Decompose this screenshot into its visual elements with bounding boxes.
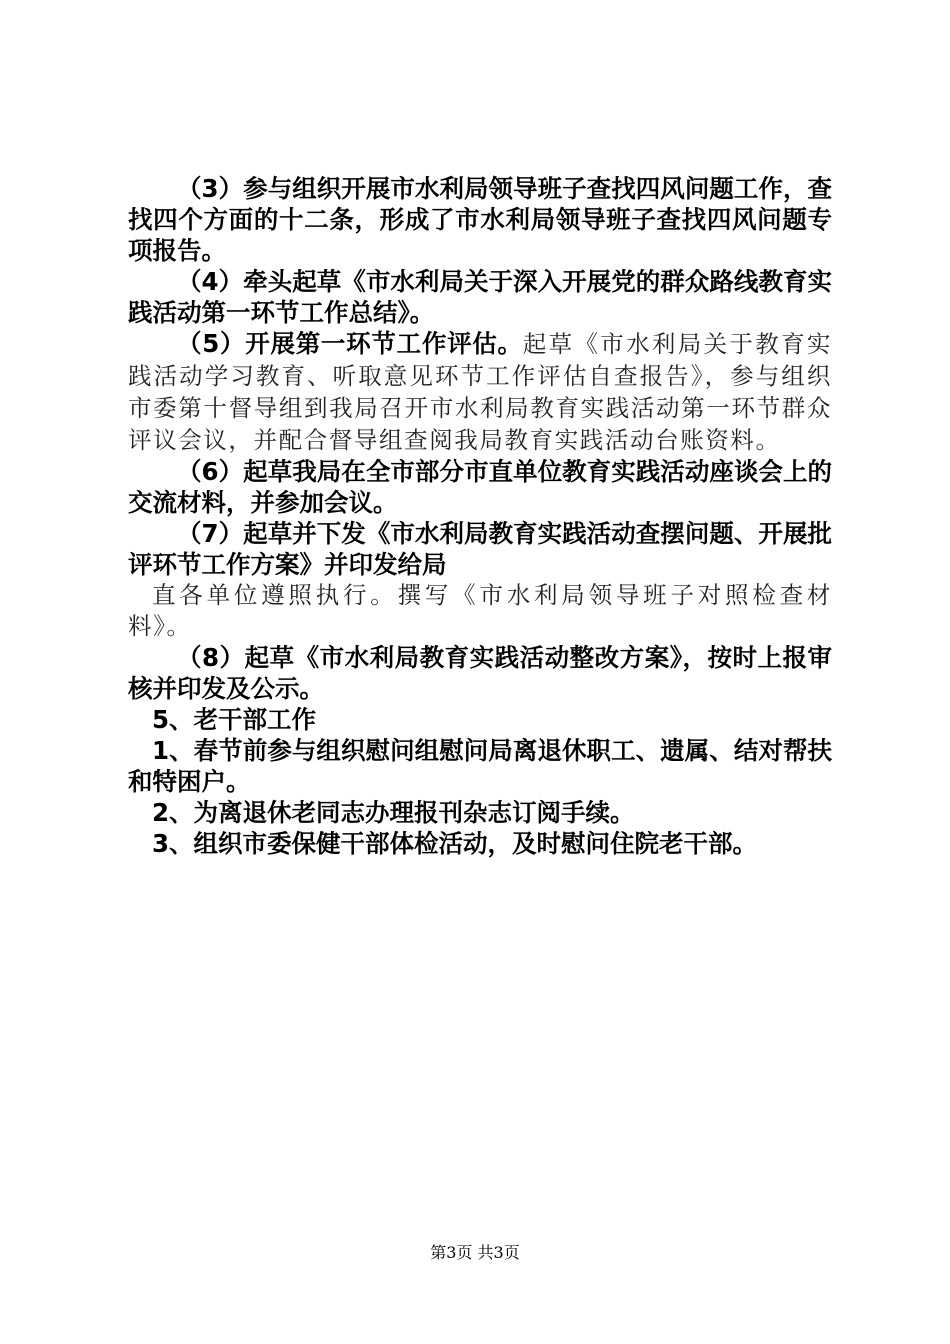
list-item-2: 2、为离退休老同志办理报刊杂志订阅手续。 [152,798,635,827]
paragraph-item-6: （6）起草我局在全市部分市直单位教育实践活动座谈会上的交流材料，并参加会议。 [128,457,832,517]
page-footer: 第3页 共3页 [430,1243,520,1262]
list-item-1: 1、春节前参与组织慰问组慰问局离退休职工、遗属、结对帮扶和特困户。 [128,736,832,796]
document-body [128,173,832,859]
paragraph-item-5 [128,328,832,456]
paragraph-item-7: （7）起草并下发《市水利局教育实践活动查摆问题、开展批评环节工作方案》并印发给局 [128,519,832,579]
paragraph-item-7-continued: 直各单位遵照执行。撰写《市水利局领导班子对照检查材料》。 [128,581,832,640]
list-item-3: 3、组织市委保健干部体检活动，及时慰问住院老干部。 [152,829,758,858]
paragraph-item-3: （3）参与组织开展市水利局领导班子查找四风问题工作，查找四个方面的十二条，形成了市水利局领导班子查找四风问题专项报告。 [128,174,832,265]
paragraph-item-5-body: 起草《市水利局关于教育实践活动学习教育、听取意见环节工作评估自查报告》，参与组织市委第十督导组到我局召开市水利局教育实践活动第一环节群众评议会议，并配合督导组查阅我局教育实践活动台账资料。 [128,330,833,454]
paragraph-item-5-lead: （5）开展第一环节工作评估。 [177,329,523,358]
paragraph-item-8: （8）起草《市水利局教育实践活动整改方案》，按时上报审核并印发及公示。 [128,643,832,703]
section-heading-veteran-cadre: 5、老干部工作 [152,705,317,734]
paragraph-item-4: （4）牵头起草《市水利局关于深入开展党的群众路线教育实践活动第一环节工作总结》。 [128,267,832,327]
